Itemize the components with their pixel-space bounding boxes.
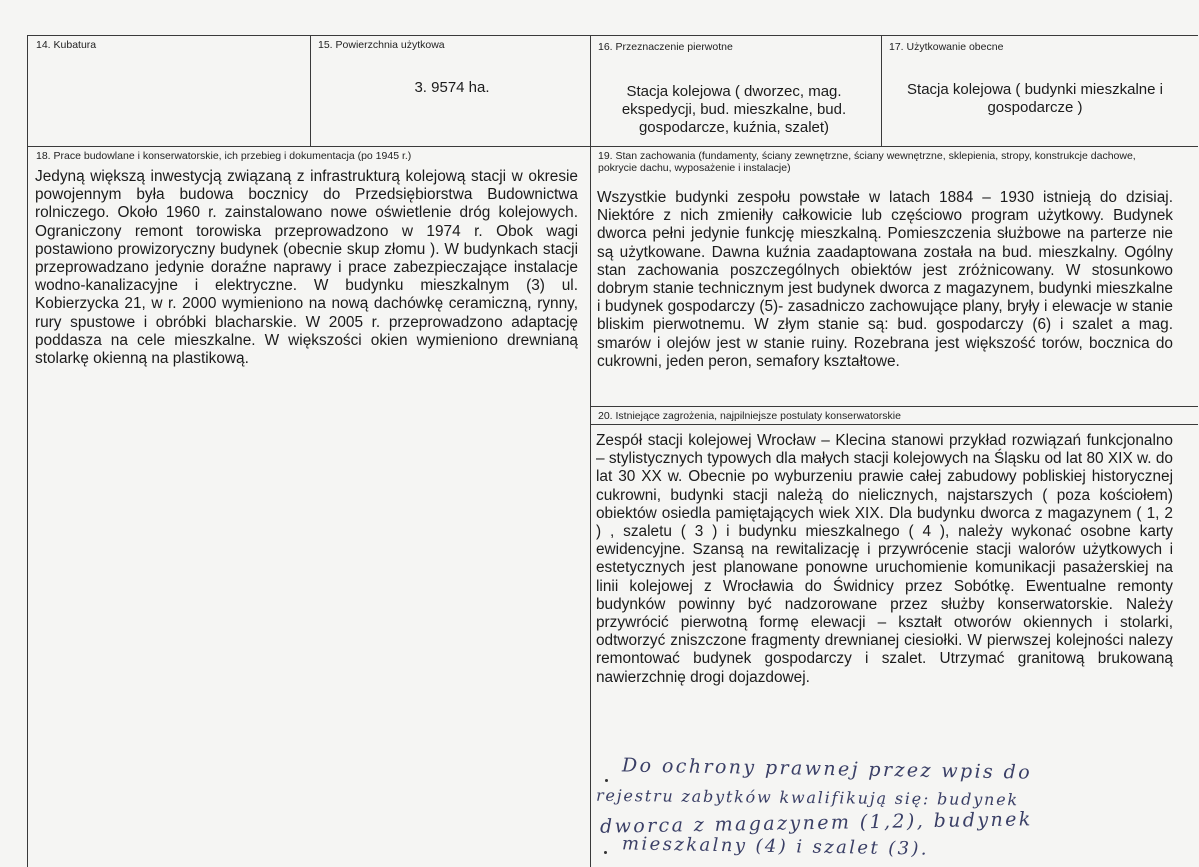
frame-top bbox=[27, 35, 1198, 36]
handwritten-line-4: mieszkalny (4) i szalet (3). bbox=[621, 833, 930, 860]
row-divider bbox=[27, 146, 1198, 147]
przeznaczenie-label: 16. Przeznaczenie pierwotne bbox=[598, 41, 733, 53]
kubatura-label: 14. Kubatura bbox=[36, 39, 97, 51]
frame-left bbox=[27, 35, 28, 867]
przeznaczenie-value: Stacja kolejowa ( dworzec, mag. ekspedycji, bud. mieszkalne, bud. gospodarcze, kuźnia, szalet) bbox=[621, 83, 847, 136]
prace-text: Jedyną większą inwestycją związaną z infrastrukturą kolejową stacji w okresie powojennym była budowa bocznicy do Przedsiębiorstwa Budownictwa rolniczego. Około 1960 r. zainstalowano nowe oświetlenie dróg kolejowych. Ograniczony remont torowiska przeprowadzono w 1974 r. Obok wagi postawiono prowizoryczny budynek (obecnie skup złomu ). W budynkach stacji przeprowadzano jedynie doraźne naprawy i prace zabezpieczające instalacje wodno-kanalizacyjne i elektryczne. W budynku mieszkalnym (3) ul. Kobierzycka 21, w r. 2000 wymieniono na nową dachówkę ceramiczną, rynny, rury spustowe i obróbki blacharskie. W 2005 r. przeprowadzono adaptację poddasza na cele mieszkalne. W większości okien wymieniono drewnianą stolarkę okienną na plastikową. bbox=[35, 168, 578, 368]
zagrozenia-label: 20. Istniejące zagrożenia, najpilniejsze postulaty konserwatorskie bbox=[598, 410, 901, 422]
prace-label: 18. Prace budowlane i konserwatorskie, ich przebieg i dokumentacja (po 1945 r.) bbox=[36, 150, 412, 162]
powierzchnia-value: 3. 9574 ha. bbox=[414, 79, 490, 96]
powierzchnia-label: 15. Powierzchnia użytkowa bbox=[318, 39, 445, 51]
divider-15-16 bbox=[590, 35, 591, 867]
stan-label: 19. Stan zachowania (fundamenty, ściany zewnętrzne, ściany wewnętrzne, sklepienia, stropy, konstrukcje dachowe, pokrycie dachu, wyposażenie i instalacje) bbox=[598, 150, 1136, 174]
divider-19-20 bbox=[590, 406, 1198, 407]
divider-14-15 bbox=[310, 35, 311, 146]
handwritten-line-1: Do ochrony prawnej przez wpis do bbox=[621, 754, 1033, 784]
uzytkowanie-value: Stacja kolejowa ( budynki mieszkalne i gospodarcze ) bbox=[907, 81, 1163, 116]
divider-20-label bbox=[590, 424, 1198, 425]
stan-text: Wszystkie budynki zespołu powstałe w latach 1884 – 1930 istnieją do dzisiaj. Niektóre z nich zmieniły całkowicie lub częściowo program użytkowy. Budynek dworca pełni jedynie funkcję mieszkalną. Pomieszczenia służbowe na parterze nie są użytkowane. Dawna kuźnia zaadaptowana została na bud. mieszkalny. Ogólny stan zachowania poszczególnych obiektów jest zróżnicowany. W stosunkowo dobrym stanie technicznym jest budynek dworca z magazynem, budynki mieszkalne i budynek gospodarczy (5)- zasadniczo zachowujące plany, bryły i elewacje w stanie bliskim pierwotnemu. W złym stanie są: bud. gospodarczy (6) i szalet a mag. smarów i olejów jest w stanie ruiny. Rozebrana jest większość torów, bocznica do cukrowni, jeden peron, semafory kształtowe. bbox=[597, 189, 1173, 370]
hand-dot-2 bbox=[604, 851, 607, 854]
uzytkowanie-label: 17. Użytkowanie obecne bbox=[889, 41, 1004, 53]
zagrozenia-text: Zespół stacji kolejowej Wrocław – Klecina stanowi przykład rozwiązań funkcjonalno – stylistycznych typowych dla małych stacji kolejowych na Śląsku od lat 80 XIX w. do lat 30 XX w. Obecnie po wyburzeniu prawie całej zabudowy pobliskiej historycznej cukrowni, budynki stacji należą do nielicznych, najstarszych ( poza kościołem) obiektów osiedla pamiętających wiek XIX. Dla budynku dworca z magazynem ( 1, 2 ) , szaletu ( 3 ) i budynku mieszkalnego ( 4 ), należy wykonać osobne karty ewidencyjne. Szansą na rewitalizację i przywrócenie stacji walorów użytkowych i estetycznych jest planowane ponowne uruchomienie komunikacji pasażerskiej na linii kolejowej z Wrocławia do Świdnicy przez Sobótkę. Ewentualne remonty budynków powinny być nadzorowane przez służby konserwatorskie. Należy przywrócić pierwotną formę elewacji – kształt otworów okiennych i stolarki, odtworzyć zniszczone fragmenty drewnianej ciesiołki. W pierwszej kolejności nalezy remontować budynek gospodarczy i szalet. Utrzymać granitową brukowaną nawierzchnię drogi dojazdowej. bbox=[596, 432, 1173, 686]
handwritten-line-2: rejestru zabytków kwalifikują się: budynek bbox=[595, 785, 1020, 810]
divider-16-17 bbox=[881, 35, 882, 146]
hand-dot-1 bbox=[605, 779, 608, 782]
handwritten-line-3: dworca z magazynem (1,2), budynek bbox=[599, 808, 1033, 838]
